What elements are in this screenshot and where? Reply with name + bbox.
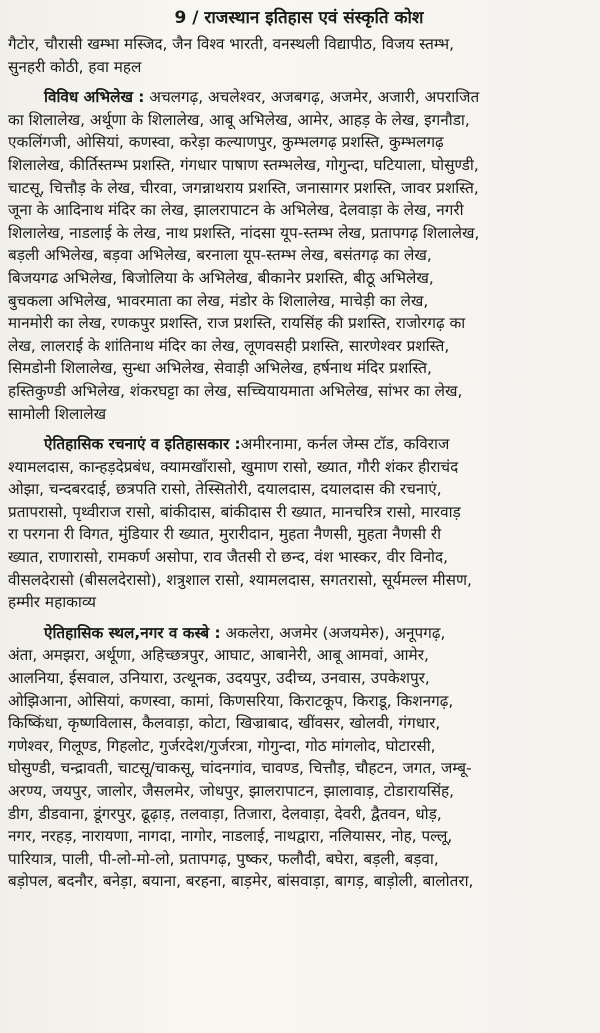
text-line: किष्किंधा, कृष्णविलास, कैलवाड़ा, कोटा, खिज्राबाद, खींवसर, खोलवी, गंगधार, (8, 714, 441, 733)
text-line: आलनिया, ईसवाल, उनियारा, उत्थूनक, उदयपुर, उदीच्य, उनवास, उपकेशपुर, (8, 669, 430, 688)
text-line: नगर, नरहड़, नारायणा, नागदा, नागोर, नाडलाई, नाथद्वारा, नलियासर, नोह, पल्लू, (8, 827, 453, 846)
text-line: सुनहरी कोठी, हवा महल (8, 57, 142, 76)
text-line: मानमोरी का लेख, रणकपुर प्रशस्ति, राज प्रशस्ति, रायसिंह की प्रशस्ति, राजोरगढ़ का (8, 314, 466, 333)
text-line: गणेश्वर, गिलूण्ड, गिहलोट, गुर्जरदेश/गुर्जरत्रा, गोगुन्दा, गोठ मांगलोद, घोटारसी, (8, 736, 436, 755)
intro-paragraph (8, 33, 590, 78)
text-line: हम्मीर महाकाव्य (8, 593, 96, 612)
text-line: का शिलालेख, अर्थूणा के शिलालेख, आबू अभिलेख, आमेर, आहड़ के लेख, इगनौडा, (8, 110, 470, 129)
text-line: हस्तिकुण्डी अभिलेख, शंकरघट्टा का लेख, सच्चियायमाता अभिलेख, सांभर का लेख, (8, 381, 463, 400)
text-line: लेख, लालराई के शांतिनाथ मंदिर का लेख, लूणवसही प्रशस्ति, सारणेश्वर प्रशस्ति, (8, 336, 450, 355)
section-heading: ऐतिहासिक रचनाएं व इतिहासकार : (44, 435, 241, 454)
text-line: चाटसू, चित्तौड़ के लेख, चीरवा, जगन्नाथराय प्रशस्ति, जनासागर प्रशस्ति, जावर प्रशस्ति, (8, 178, 479, 197)
text-line: शिलालेख, नाडलाई के लेख, नाथ प्रशस्ति, नांदसा यूप-स्तम्भ लेख, प्रतापगढ़ शिलालेख, (8, 223, 480, 242)
section-heading: विविध अभिलेख : (44, 88, 145, 107)
text-line: जूना के आदिनाथ मंदिर का लेख, झालरापाटन के अभिलेख, देलवाड़ा के लेख, नगरी (8, 201, 464, 220)
text-line: गैटोर, चौरासी खम्भा मस्जिद, जैन विश्व भारती, वनस्थली विद्यापीठ, विजय स्तम्भ, (8, 35, 455, 53)
text-line: बड़ोपल, बदनौर, बनेड़ा, बयाना, बरहना, बाड़मेर, बांसवाड़ा, बागड़, बाड़ोली, बालोतरा, (8, 872, 474, 891)
text-line: अंता, अमझरा, अर्थूणा, अहिच्छत्रपुर, आघाट, आबानेरी, आबू आमवां, आमेर, (8, 646, 429, 665)
text-line: बिजयगढ अभिलेख, बिजोलिया के अभिलेख, बीकानेर प्रशस्ति, बीठू अभिलेख, (8, 268, 434, 287)
section-first-line (8, 622, 590, 645)
section-first-line (8, 433, 590, 456)
text-line: बुचकला अभिलेख, भावरमाता का लेख, मंडोर के शिलालेख, माचेड़ी का लेख, (8, 291, 429, 310)
text-line: वीसलदेरासो (बीसलदेरासो), शत्रुशाल रासो, श्यामलदास, सगतरासो, सूर्यमल्ल मीसण, (8, 570, 472, 589)
section-historical-places (8, 622, 590, 893)
text-line: डीग, डीडवाना, डूंगरपुर, ढूढ़ाड़, तलवाड़ा, तिजारा, देलवाड़ा, देवरी, द्वैतवन, धोड़, (8, 804, 442, 823)
section-historical-works (8, 433, 590, 614)
section-heading: ऐतिहासिक स्थल,नगर व कस्बे : (44, 623, 221, 642)
text-line: घोसुण्डी, चन्द्रावती, चाटसू/चाकसू, चांदनगांव, चावण्ड, चित्तौड़, चौहटन, जगत, जम्बू- (8, 759, 472, 778)
text-line: प्रतापरासो, पृथ्वीराज रासो, बांकीदास, बांकीदास री ख्यात, मानचरित्र रासो, मारवाड़ (8, 502, 461, 521)
text-line: शिलालेख, कीर्तिस्तम्भ प्रशस्ति, गंगधार पाषाण स्तम्भलेख, गोगुन्दा, घटियाला, घोसुण्डी, (8, 155, 479, 174)
text-line: बड़ली अभिलेख, बड़वा अभिलेख, बरनाला यूप-स्तम्भ लेख, बसंतगढ़ का लेख, (8, 246, 432, 265)
text-line: अरण्य, जयपुर, जालोर, जैसलमेर, जोधपुर, झालरापाटन, झालावाड़, टोडारायसिंह, (8, 782, 455, 800)
running-header: 9 / राजस्थान इतिहास एवं संस्कृति कोश (174, 8, 424, 28)
text-line: रा परगना री विगत, मुंडियार री ख्यात, मुरारीदान, मुहता नैणसी, मुहता नैणसी री (8, 525, 442, 544)
text-line: ओझिआना, ओसियां, कणस्वा, कामां, किणसरिया, किराटकूप, किराडू, किशनगढ़, (8, 691, 454, 710)
text-line: श्यामलदास, कान्हड़देप्रबंध, क्यामखाँरासो, खुमाण रासो, ख्यात, गौरी शंकर हीराचंद (8, 457, 459, 476)
text-line: पारियात्र, पाली, पी-लो-मो-लो, प्रतापगढ़, पुष्कर, फलौदी, बघेरा, बड़ली, बड़वा, (8, 849, 439, 868)
text-line: एकलिंगजी, ओसियां, कणस्वा, करेड़ा कल्याणपुर, कुम्भलगढ़ प्रशस्ति, कुम्भलगढ़ (8, 133, 444, 152)
text-line: अमीरनामा, कर्नल जेम्स टॉड, कविराज (240, 435, 450, 454)
text-line: ओझा, चन्दबरदाई, छत्रपति रासो, तेस्सितोरी, दयालदास, दयालदास की रचनाएं, (8, 480, 442, 499)
text-line: अकलेरा, अजमेर (अजयमेरु), अनूपगढ़, (220, 623, 446, 642)
section-first-line (8, 86, 590, 109)
text-line: सिमडोनी शिलालेख, सुन्धा अभिलेख, सेवाड़ी अभिलेख, हर्षनाथ मंदिर प्रशस्ति, (8, 359, 432, 378)
text-line: ख्यात, राणारासो, रामकर्ण असोपा, राव जैतसी रो छन्द, वंश भास्कर, वीर विनोद, (8, 548, 448, 567)
section-inscriptions (8, 86, 590, 425)
text-line: सामोली शिलालेख (8, 404, 107, 423)
text-line: अचलगढ़, अचलेश्वर, अजबगढ़, अजमेर, अजारी, अपराजित (144, 88, 480, 107)
